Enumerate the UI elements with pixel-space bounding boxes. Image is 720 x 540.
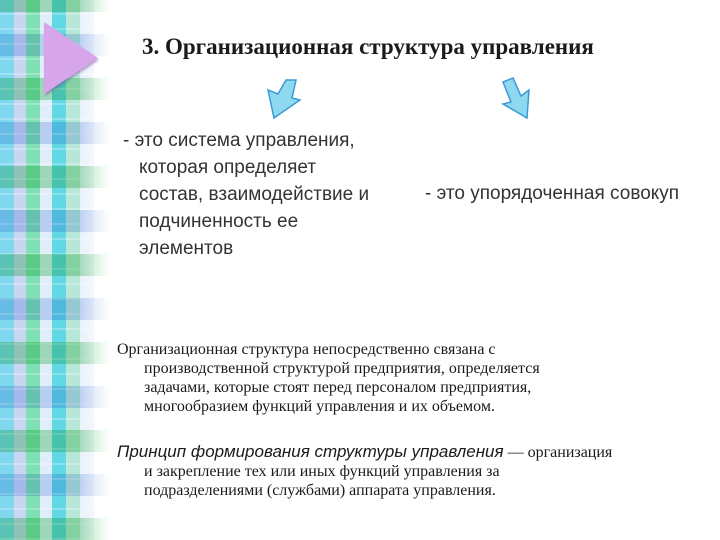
- paragraph-line: и закрепление тех или иных функций управления за: [144, 463, 500, 480]
- paragraph-line: производственной структурой предприятия, определяется: [144, 360, 540, 377]
- definition-line: которая определяет: [139, 157, 317, 178]
- arrow-down-left-icon: [256, 76, 302, 122]
- paragraph-principle: [117, 442, 712, 500]
- arrow-down-right-icon: [497, 76, 543, 122]
- definition-line: элементов: [139, 238, 234, 259]
- triangle-icon: [44, 22, 98, 94]
- principle-term: Принцип формирования структуры управления: [117, 442, 504, 461]
- definition-line: подчиненность ее: [139, 211, 299, 232]
- structure-definition-system: [113, 127, 413, 262]
- definition-line: состав, взаимодействие и: [139, 184, 370, 205]
- paragraph-line: многообразием функций управления и их объемом.: [144, 398, 495, 415]
- paragraph-line: Организационная структура непосредственно связана с: [117, 341, 496, 358]
- principle-definition-start: — организация: [503, 444, 613, 461]
- paragraph-relation: [117, 340, 712, 416]
- slide-title: 3. Организационная структура управления: [142, 34, 594, 59]
- paragraph-line: подразделениями (службами) аппарата управления.: [144, 482, 496, 499]
- paragraph-line: задачами, которые стоят перед персоналом предприятия,: [144, 379, 532, 396]
- paragraph-first-line: [117, 442, 712, 462]
- definition-line: - это система управления,: [123, 130, 355, 151]
- structure-definition-ordered: - это упорядоченная совокуп: [425, 183, 680, 204]
